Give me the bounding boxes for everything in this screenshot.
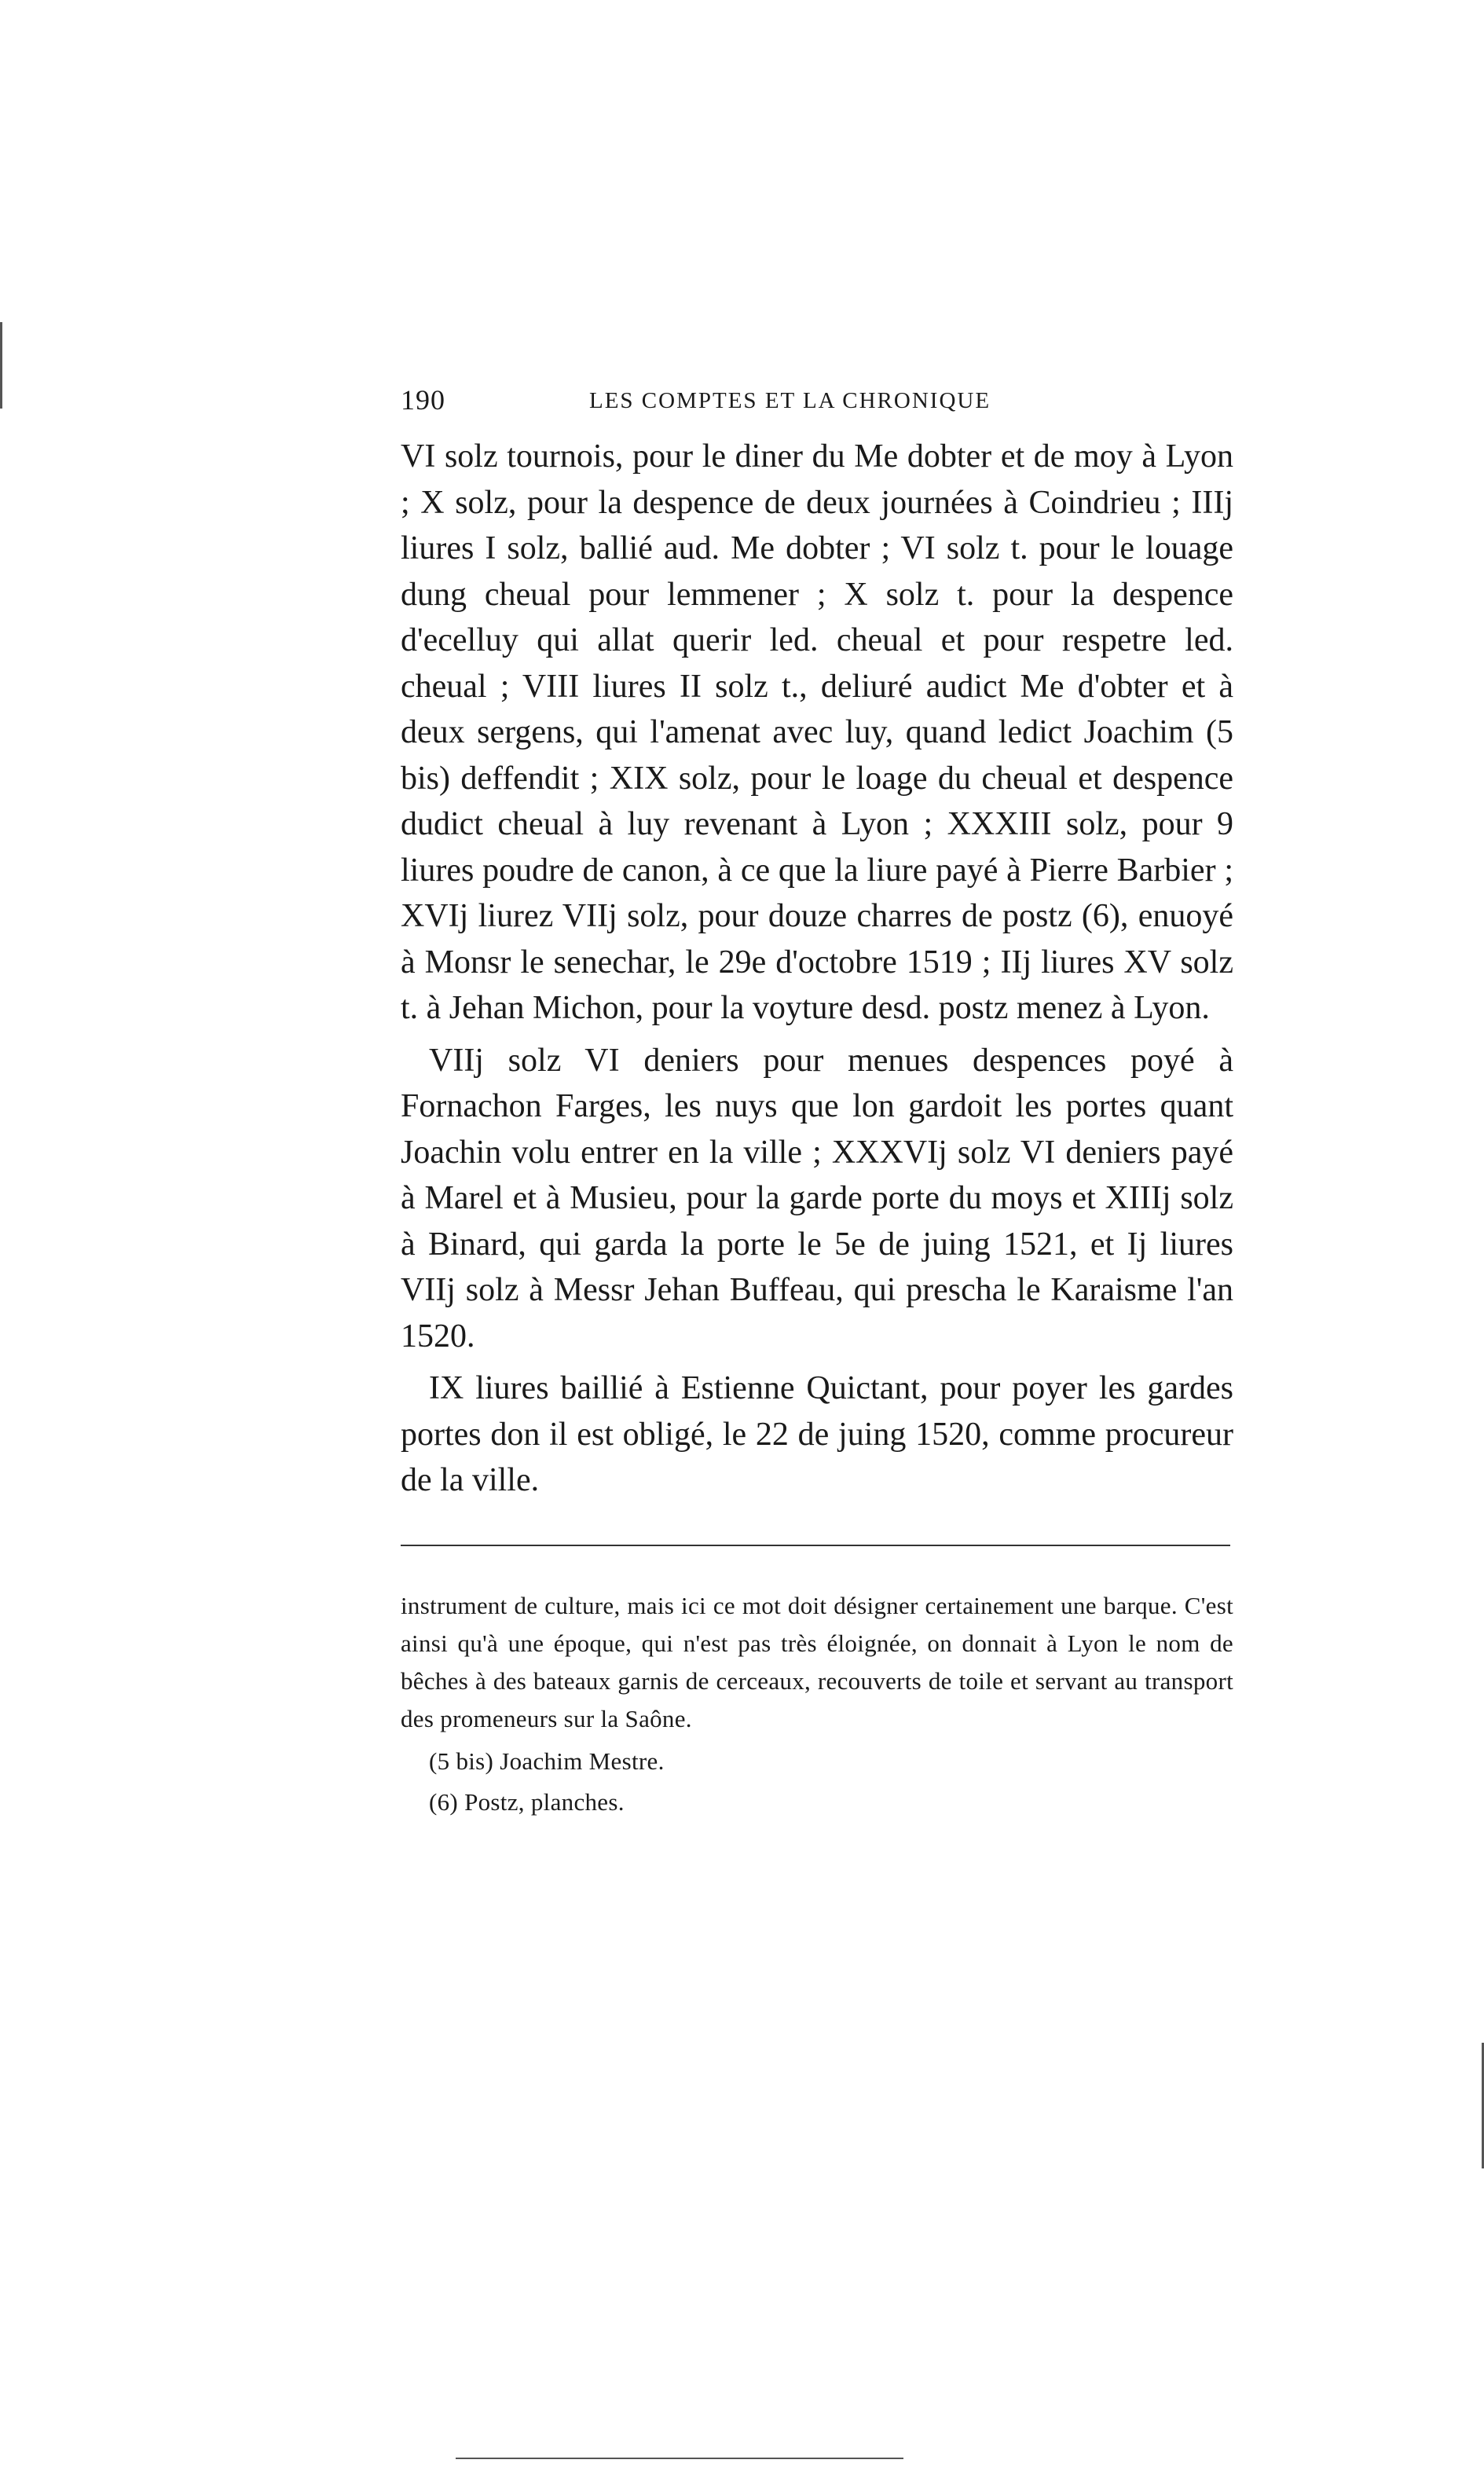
book-page [401,377,1233,1824]
scan-edge-mark-left [0,322,2,409]
page-header [401,377,1233,432]
main-text [401,434,1233,1504]
footnotes [401,1587,1233,1821]
running-title: LES COMPTES ET LA CHRONIQUE [589,388,991,413]
paragraph-3: IX liures baillié à Estienne Quictant, pour poyer les gardes portes don il est obligé, le 22 de juing 1520, comme procureur de la ville. [401,1370,1233,1498]
footnote-6: (6) Postz, planches. [429,1787,625,1816]
footnote-continuation: instrument de culture, mais ici ce mot doit désigner certainement une barque. C'est ainsi qu'à une époque, qui n'est pas très éloignée, on donnait à Lyon le nom de bêches à des bateaux garnis de cerceaux, recouverts de toile et servant au transport des promeneurs sur la Saône. [401,1591,1233,1732]
scan-edge-mark-bottom [456,2458,903,2459]
paragraph-1: VI solz tournois, pour le diner du Me dobter et de moy à Lyon ; X solz, pour la despence de deux journées à Coindrieu ; IIIj liures I solz, ballié aud. Me dobter ; VI solz t. pour le louage dung cheual pour lemmener ; X solz t. pour la despence d'ecelluy qui allat querir led. cheual et pour respetre led. cheual ; VIII liures II solz t., deliuré audict Me d'obter et à deux sergens, qui l'amenat avec luy, quand ledict Joachim (5 bis) deffendit ; XIX solz, pour le loage du cheual et despence dudict cheual à luy revenant à Lyon ; XXXIII solz, pour 9 liures poudre de canon, à ce que la liure payé à Pierre Barbier ; XVIj liurez VIIj solz, pour douze charres de postz (6), enuoyé à Monsr le senechar, le 29e d'octobre 1519 ; IIj liures XV solz t. à Jehan Michon, pour la voyture desd. postz menez à Lyon. [401,438,1233,1026]
footnote-5bis: (5 bis) Joachim Mestre. [429,1747,665,1775]
page-number: 190 [401,384,445,416]
footnote-divider [401,1545,1230,1546]
paragraph-2: VIIj solz VI deniers pour menues despences poyé à Fornachon Farges, les nuys que lon gardoit les portes quant Joachin volu entrer en la ville ; XXXVIj solz VI deniers payé à Marel et à Musieu, pour la garde porte du moys et XIIIj solz à Binard, qui garda la porte le 5e de juing 1521, et Ij liures VIIj solz à Messr Jehan Buffeau, qui prescha le Karaisme l'an 1520. [401,1042,1233,1354]
